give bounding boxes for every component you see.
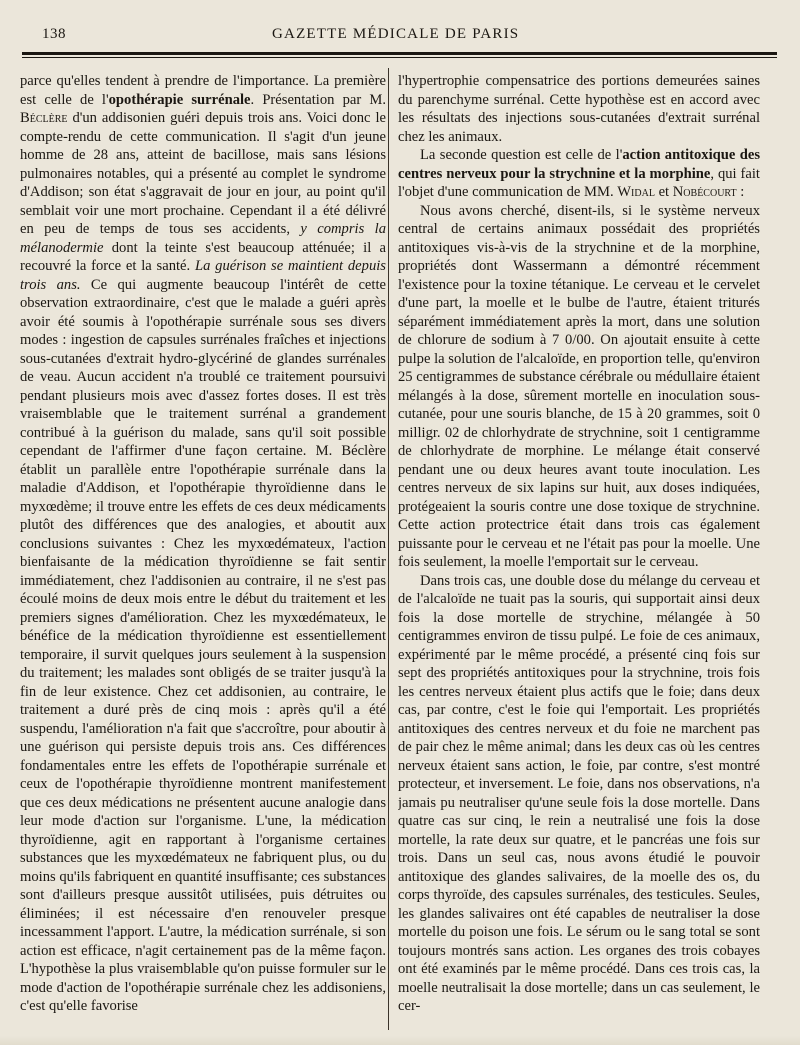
author-name: Béclère	[20, 110, 68, 126]
left-paragraph	[20, 72, 386, 1016]
left-column	[20, 72, 386, 1032]
text-run: La seconde question est celle de l'	[420, 147, 623, 163]
text-run: , qui fait l'objet d'une communication de MM.	[398, 165, 760, 200]
text-run: :	[736, 184, 745, 200]
page-header	[0, 0, 800, 60]
bold-term: opothérapie surrénale	[108, 91, 251, 108]
page-number: 138	[42, 26, 66, 42]
header-rule	[22, 52, 777, 55]
author-name: Widal	[617, 184, 655, 200]
author-name: Nobécourt	[672, 184, 737, 200]
text-run: Ce qui augmente beaucoup l'intérêt de cette observation extraordinaire, c'est que le malade a guéri après avoir été soumis à l'opothérapie surrénale sous ses divers modes : ingestion de capsules surrénales fraîches et injections sous-cutanées d'extrait hydro-glycériné de glandes surrénales de veau. Aucun accident n'a troublé ce traitement poursuivi pendant plusieurs mois avec d'assez fortes doses. Il est très vraisemblable que le traitement surrénal a grandement contribué à la guérison du malade, sans qu'il soit possible cependant de l'affirmer d'une façon certaine. M. Béclère établit un parallèle entre l'opothérapie surrénale dans la maladie d'Addison, et l'opothérapie thyroïdienne dans le myxœdème; il trouve entre les effets de ces deux médicaments plutôt des différences que des analogies, et aboutit aux conclusions suivantes : Chez les myxœdémateux, l'action bienfaisante de la médication thyroïdienne se fait sentir immédiatement, chez l'addisonien au contraire, il ne s'est pas écoulé moins de deux mois entre le début du traitement et les premiers signes d'amélioration. Chez les myxœdémateux, le bénéfice de la médication thyroïdienne est essentiellement temporaire, il survit quelques jours seulement à la suspension du traitement; les malades sont obligés de se traiter jusqu'à la fin de leur existence. Chez cet addisonien, au contraire, le traitement a duré près de cinq mois : après qu'il a été suspendu, l'amélioration n'a fait que s'accroître, pour aboutir à une guérison qui persiste depuis trois ans. Ces différences fondamentales entre les effets de l'opothérapie surrénale et ceux de l'opothérapie thyroïdienne montrent manifestement que ces deux médications ne présentent aucune analogie dans leur mode d'action sur l'organisme. L'une, la médication thyroïdienne, agit en rapportant à l'organisme certaines substances que les myxœdémateux ne fabriquent plus, ou du moins qu'ils fabriquent en quantité insuffisante; ces substances sont d'ailleurs presque aussitôt utilisées, puis détruites ou éliminées; il est nécessaire d'en renouveler presque incessamment l'apport. L'autre, la médication surrénale, si son action est efficace, n'agit certainement pas de la même façon. L'hypothèse la plus vraisemblable qu'on puisse formuler sur le mode d'action de l'opothérapie surrénale chez les addisoniens, c'est qu'elle favorise	[20, 276, 386, 1014]
right-paragraph: Dans trois cas, une double dose du mélange du cerveau et de l'alcaloïde ne tuait pas la souris, qui supportait ainsi deux fois la dose mortelle de strychine, mélangée à 50 centigrammes environ de tissu pulpé. Le foie de ces animaux, expérimenté par le même procédé, a présenté cinq fois sur sept des propriétés antitoxiques pour la strychnine, trois fois les centres nerveux étaient plus actifs que le foie; dans deux cas, par contre, c'est le foie qui l'emportait. Les propriétés antitoxiques des centres nerveux et du foie ne marchent pas de pair chez le même animal; dans les deux cas où les centres nerveux étaient sans action, le foie, par contre, s'est montré protecteur, et inversement. Le foie, dans nos observations, n'a jamais pu neutraliser qu'une seule fois la dose mortelle. Dans quatre cas sur cinq, le rein a neutralisé une fois la dose mortelle, la rate deux sur quatre, et le pancréas une fois sur trois. Dans un seul cas, nous avons étudié le pouvoir antitoxique des glandes salivaires, de la moelle des os, du corps thyroïde, des capsules surrénales, des testicules. Seules, les glandes salivaires ont été capables de neutraliser la dose mortelle du poison une fois. Le sérum ou le sang total se sont toujours montrés sans action. Les organes des trois cobayes ont été examinés par le même procédé. Dans ces trois cas, la moelle neutralisait la dose mortelle; dans un cas seulement, le cer-	[398, 572, 760, 1014]
right-paragraph: l'hypertrophie compensatrice des portions demeurées saines du parenchyme surrénal. Cette hypothèse est en accord avec les résultats des injections sous-cutanées d'extrait surrénal chez les animaux.	[398, 73, 760, 145]
bold-term: action antitoxique des centres nerveux pour la strychnine et la morphine	[398, 147, 760, 182]
right-column	[398, 72, 760, 1032]
italic-phrase: La guérison se maintient depuis trois ans.	[20, 258, 386, 293]
right-paragraph	[398, 146, 760, 202]
running-title: GAZETTE MÉDICALE DE PARIS	[272, 26, 520, 42]
italic-phrase: y compris la mélanodermie	[20, 221, 386, 256]
text-run: parce qu'elles tendent à prendre de l'importance. La première est celle de l'	[20, 73, 386, 108]
text-run: dont la teinte s'est beaucoup atténuée; il a recouvré la force et la santé.	[20, 239, 386, 274]
text-run: . Présentation par M.	[250, 91, 386, 108]
page-bottom-edge	[0, 1036, 800, 1045]
text-run: et	[654, 184, 673, 200]
header-rule-thin	[22, 57, 777, 58]
column-divider	[388, 68, 389, 1030]
right-paragraph: Nous avons cherché, disent-ils, si le système nerveux central de certains animaux possédait des propriétés antitoxiques vis-à-vis de la strychnine et de la morphine, propriétés dont Wassermann a démontré récemment l'existence pour la toxine tétanique. Le cerveau et le cervelet d'une part, la moelle et le bulbe de l'autre, étaient triturés séparément immédiatement après la mort, dans une solution de chlorure de sodium à 7 0/00. On ajoutait ensuite à cette pulpe la solution de l'alcaloïde, en proportion telle, qu'environ 25 centigrammes de substance cérébrale ou médullaire étaient mélangés à la dose, sûrement mortelle en inoculation sous-cutanée, pour une souris blanche, de 15 à 20 grammes, soit 0 milligr. 02 de chlorhydrate de strychnine, soit 1 centigramme de chlorhydrate de morphine. Le mélange était conservé pendant une ou deux heures avant toute inoculation. Les centres nerveux de six lapins sur huit, aux doses indiquées, protégeaient la souris contre une dose toxique de strychnine. Cette action protectrice était dans trois cas également puissante pour le cerveau et ne l'était pas pour la moelle. Une fois seulement, la moelle l'emportait sur le cerveau.	[398, 202, 760, 570]
text-run: d'un addisonien guéri depuis trois ans. Voici donc le compte-rendu de cette communication. Il s'agit d'un jeune homme de 28 ans, atteint de bacillose, mais sans lésions pulmonaires notables, qui a présenté au complet le syndrome d'Addison; son état s'aggravait de jour en jour, au point qu'il semblait voir une mort prochaine. Cependant il a été délivré en peu de temps de tous ses accidents,	[20, 110, 386, 237]
